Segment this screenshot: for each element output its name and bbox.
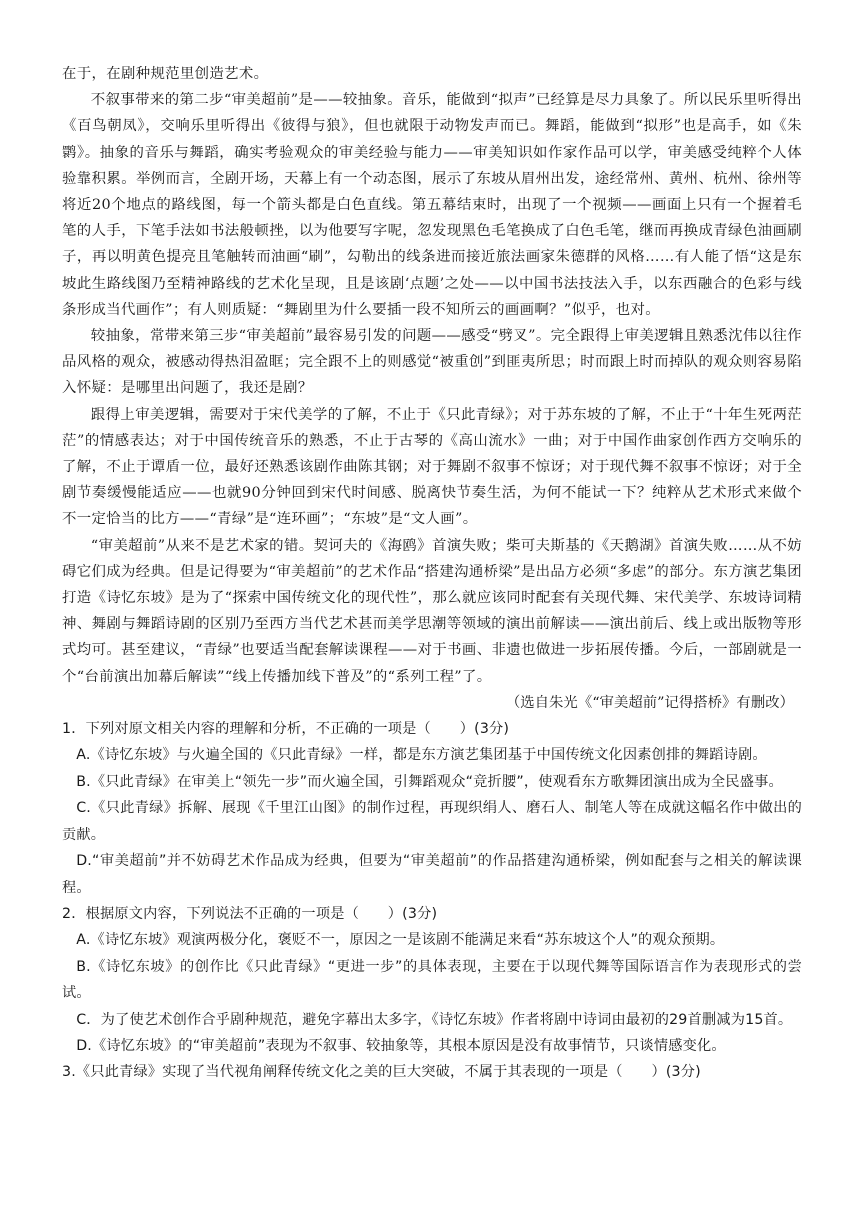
option-d: D.“审美超前”并不妨碍艺术作品成为经典，但要为“审美超前”的作品搭建沟通桥梁，例如配套与之相关的解读课程。 — [62, 853, 802, 896]
passage-paragraph: “审美超前”从来不是艺术家的错。契诃夫的《海鸥》首演失败；柴可夫斯基的《天鹅湖》首演失败……从不妨碍它们成为经典。但是记得要为“审美超前”的艺术作品“搭建沟通桥梁”是出品方必须“多虑”的部分。东方演艺集团打造《诗忆东坡》是为了“探索中国传统文化的现代性”，那么就应该同时配套有关现代舞、宋代美学、东坡诗词精神、舞剧与舞蹈诗剧的区别乃至西方当代艺术甚而美学思潮等领域的演出前解读——演出前后、线上或出版物等形式均可。甚至建议，“青绿”也要适当配套解读课程——对于书画、非遗也做进一步拓展传播。今后，一部剧就是一个“台前演出加幕后解读”“线上传播加线下普及”的“系列工程”了。 — [62, 537, 802, 685]
question-stem: 1．下列对原文相关内容的理解和分析，不正确的一项是（ ）(3分) — [62, 721, 510, 738]
reading-passage — [62, 61, 802, 716]
passage-source: （选自朱光《“审美超前”记得搭桥》有删改） — [505, 694, 794, 711]
option-b: B.《诗忆东坡》的创作比《只此青绿》“更进一步”的具体表现，主要在于以现代舞等国际语言作为表现形式的尝试。 — [62, 958, 802, 1002]
passage-paragraph: 较抽象，常带来第三步“审美超前”最容易引发的问题——感受“劈叉”。完全跟得上审美逻辑且熟悉沈伟以往作品风格的观众，被感动得热泪盈眶；完全跟不上的则感觉“被重创”到匪夷所思；时而跟上时而掉队的观众则容易陷入怀疑：是哪里出问题了，我还是剧？ — [62, 328, 802, 397]
option-a: A.《诗忆东坡》与火遍全国的《只此青绿》一样，都是东方演艺集团基于中国传统文化因素创排的舞蹈诗剧。 — [76, 747, 767, 764]
option-c: C.《只此青绿》拆解、展现《千里江山图》的制作过程，再现织绢人、磨石人、制笔人等在成就这幅名作中做出的贡献。 — [62, 800, 802, 843]
question-stem: 3.《只此青绿》实现了当代视角阐释传统文化之美的巨大突破，不属于其表现的一项是（ ）(3分) — [62, 1064, 701, 1081]
option-a: A.《诗忆东坡》观演两极分化，褒贬不一，原因之一是该剧不能满足来看“苏东坡这个人”的观众预期。 — [76, 932, 725, 949]
question-3 — [62, 1059, 802, 1085]
exam-page — [62, 61, 802, 1086]
passage-paragraph: 在于，在剧种规范里创造艺术。 — [62, 66, 269, 82]
question-1 — [62, 716, 802, 901]
option-b: B.《只此青绿》在审美上“领先一步”而火遍全国，引舞蹈观众“竞折腰”，使观看东方歌舞团演出成为全民盛事。 — [76, 773, 783, 790]
passage-paragraph: 不叙事带来的第二步“审美超前”是——较抽象。音乐，能做到“拟声”已经算是尽力具象了。所以民乐里听得出《百鸟朝凤》，交响乐里听得出《彼得与狼》，但也就限于动物发声而已。舞蹈，能做到“拟形”也是高手，如《朱鹮》。抽象的音乐与舞蹈，确实考验观众的审美经验与能力——审美知识如作家作品可以学，审美感受纯粹个人体验靠积累。举例而言，全剧开场，天幕上有一个动态图，展示了东坡从眉州出发，途经常州、黄州、杭州、徐州等将近20个地点的路线图，每一个箭头都是白色直线。第五幕结束时，出现了一个视频——画面上只有一个握着毛笔的人手，下笔手法如书法般顿挫，以为他要写字呢，忽发现黑色毛笔换成了白色毛笔，继而再换成青绿色油画刷子，再以明黄色提亮且笔触转而油画“刷”，勾勒出的线条进而接近旅法画家朱德群的风格……有人能了悟“这是东坡此生路线图乃至精神路线的艺术化呈现，且是该剧‘点题’之处——以中国书法技法入手，以东西融合的色彩与线条形成当代画作”；有人则质疑：“舞剧里为什么要插一段不知所云的画画啊？”似乎，也对。 — [62, 92, 802, 318]
option-c: C．为了使艺术创作合乎剧种规范，避免字幕出太多字，《诗忆东坡》作者将剧中诗词由最初的29首删减为15首。 — [76, 1011, 793, 1028]
passage-paragraph: 跟得上审美逻辑，需要对于宋代美学的了解，不止于《只此青绿》；对于苏东坡的了解，不止于“十年生死两茫茫”的情感表达；对于中国传统音乐的熟悉，不止于古琴的《高山流水》一曲；对于中国作曲家创作西方交响乐的了解，不止于谭盾一位，最好还熟悉该剧作曲陈其钢；对于舞剧不叙事不惊讶；对于现代舞不叙事不惊讶；对于全剧节奏缓慢能适应——也就90分钟回到宋代时间感、脱离快节奏生活，为何不能试一下？纯粹从艺术形式来做个不一定恰当的比方——“青绿”是“连环画”；“东坡”是“文人画”。 — [62, 406, 802, 528]
option-d: D.《诗忆东坡》的“审美超前”表现为不叙事、较抽象等，其根本原因是没有故事情节，只谈情感变化。 — [76, 1037, 726, 1054]
question-2 — [62, 901, 802, 1059]
question-stem: 2．根据原文内容，下列说法不正确的一项是（ ）(3分) — [62, 905, 438, 922]
